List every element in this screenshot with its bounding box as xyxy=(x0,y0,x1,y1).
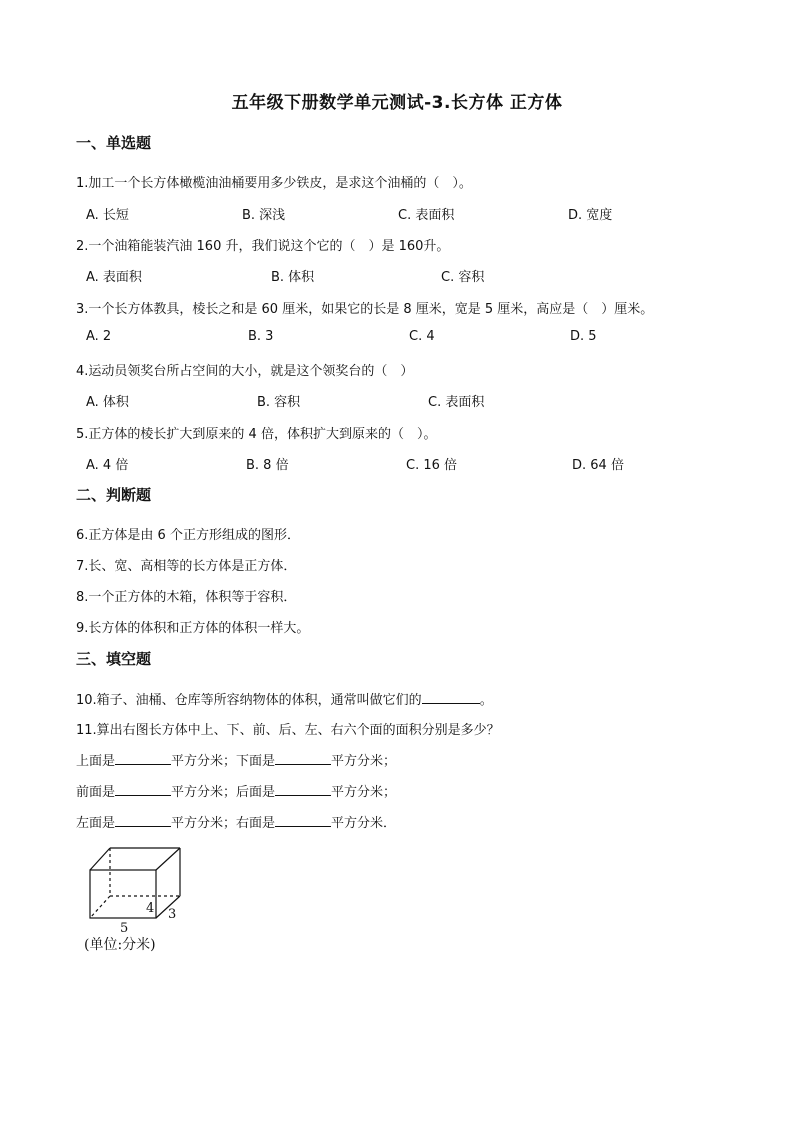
answer-blank-left[interactable] xyxy=(115,813,171,827)
option-c: C. 表面积 xyxy=(428,395,485,410)
label-front: 前面是 xyxy=(76,785,116,800)
unit-label: (单位:分米) xyxy=(84,937,156,953)
question-2: 2.一个油箱能装汽油 160 升，我们说这个它的（ ）是 160升。 xyxy=(76,239,450,254)
label-bottom: 平方分米；下面是 xyxy=(171,754,276,769)
answer-blank-back[interactable] xyxy=(275,782,331,796)
option-d: D. 宽度 xyxy=(568,208,613,223)
q11-row-front-back xyxy=(76,781,396,800)
answer-blank[interactable] xyxy=(422,690,480,704)
option-b: B. 体积 xyxy=(271,270,315,285)
question-4: 4.运动员领奖台所占空间的大小，就是这个领奖台的（ ） xyxy=(76,364,414,379)
width-label: 3 xyxy=(168,907,177,922)
question-5-options xyxy=(86,454,706,472)
option-b: B. 深浅 xyxy=(242,208,286,223)
option-a: A. 表面积 xyxy=(86,270,142,285)
option-c: C. 容积 xyxy=(441,270,485,285)
answer-blank-right[interactable] xyxy=(275,813,331,827)
section-heading-single-choice: 一、单选题 xyxy=(76,134,152,152)
q11-row-left-right xyxy=(76,812,396,831)
q11-row-top-bottom xyxy=(76,750,396,769)
option-c: C. 16 倍 xyxy=(406,458,458,473)
question-5: 5.正方体的棱长扩大到原来的 4 倍，体积扩大到原来的（ ）。 xyxy=(76,427,437,442)
question-11: 11.算出右图长方体中上、下、前、后、左、右六个面的面积分别是多少？ xyxy=(76,723,500,738)
row-end: 平方分米； xyxy=(331,754,397,769)
option-a: A. 长短 xyxy=(86,208,129,223)
length-label: 5 xyxy=(120,921,129,936)
question-3: 3.一个长方体教具，棱长之和是 60 厘米，如果它的长是 8 厘米，宽是 5 厘米，高应是（ ）厘米。 xyxy=(76,302,654,317)
question-4-options xyxy=(86,391,706,409)
label-back: 平方分米；后面是 xyxy=(171,785,276,800)
option-b: B. 容积 xyxy=(257,395,301,410)
label-top: 上面是 xyxy=(76,754,116,769)
question-10-end: 。 xyxy=(479,693,493,708)
answer-blank-front[interactable] xyxy=(115,782,171,796)
label-right: 平方分米；右面是 xyxy=(171,816,276,831)
answer-blank-top[interactable] xyxy=(115,751,171,765)
option-d: D. 64 倍 xyxy=(572,458,624,473)
answer-blank-bottom[interactable] xyxy=(275,751,331,765)
row-end: 平方分米； xyxy=(331,785,397,800)
option-a: A. 4 倍 xyxy=(86,458,129,473)
question-8: 8.一个正方体的木箱，体积等于容积． xyxy=(76,590,297,605)
option-b: B. 8 倍 xyxy=(246,458,289,473)
question-9: 9.长方体的体积和正方体的体积一样大。 xyxy=(76,621,310,636)
question-6: 6.正方体是由 6 个正方形组成的图形． xyxy=(76,528,300,543)
option-a: A. 体积 xyxy=(86,395,129,410)
option-d: D. 5 xyxy=(570,329,597,344)
section-heading-true-false: 二、判断题 xyxy=(76,486,152,504)
row-end: 平方分米． xyxy=(331,816,397,831)
option-c: C. 4 xyxy=(409,329,435,344)
question-10-text: 10.箱子、油桶、仓库等所容纳物体的体积，通常叫做它们的 xyxy=(76,693,422,708)
question-2-options xyxy=(86,266,706,284)
question-10 xyxy=(76,689,493,708)
option-a: A. 2 xyxy=(86,329,112,344)
question-1-options xyxy=(86,204,706,222)
page-title: 五年级下册数学单元测试-3.长方体 正方体 xyxy=(231,93,563,113)
height-label: 4 xyxy=(146,901,155,916)
option-c: C. 表面积 xyxy=(398,208,455,223)
question-7: 7.长、宽、高相等的长方体是正方体． xyxy=(76,559,297,574)
label-left: 左面是 xyxy=(76,816,116,831)
option-b: B. 3 xyxy=(248,329,274,344)
question-3-options xyxy=(86,329,706,347)
question-1: 1.加工一个长方体橄榄油油桶要用多少铁皮，是求这个油桶的（ ）。 xyxy=(76,176,472,191)
section-heading-fill-blank: 三、填空题 xyxy=(76,650,152,668)
